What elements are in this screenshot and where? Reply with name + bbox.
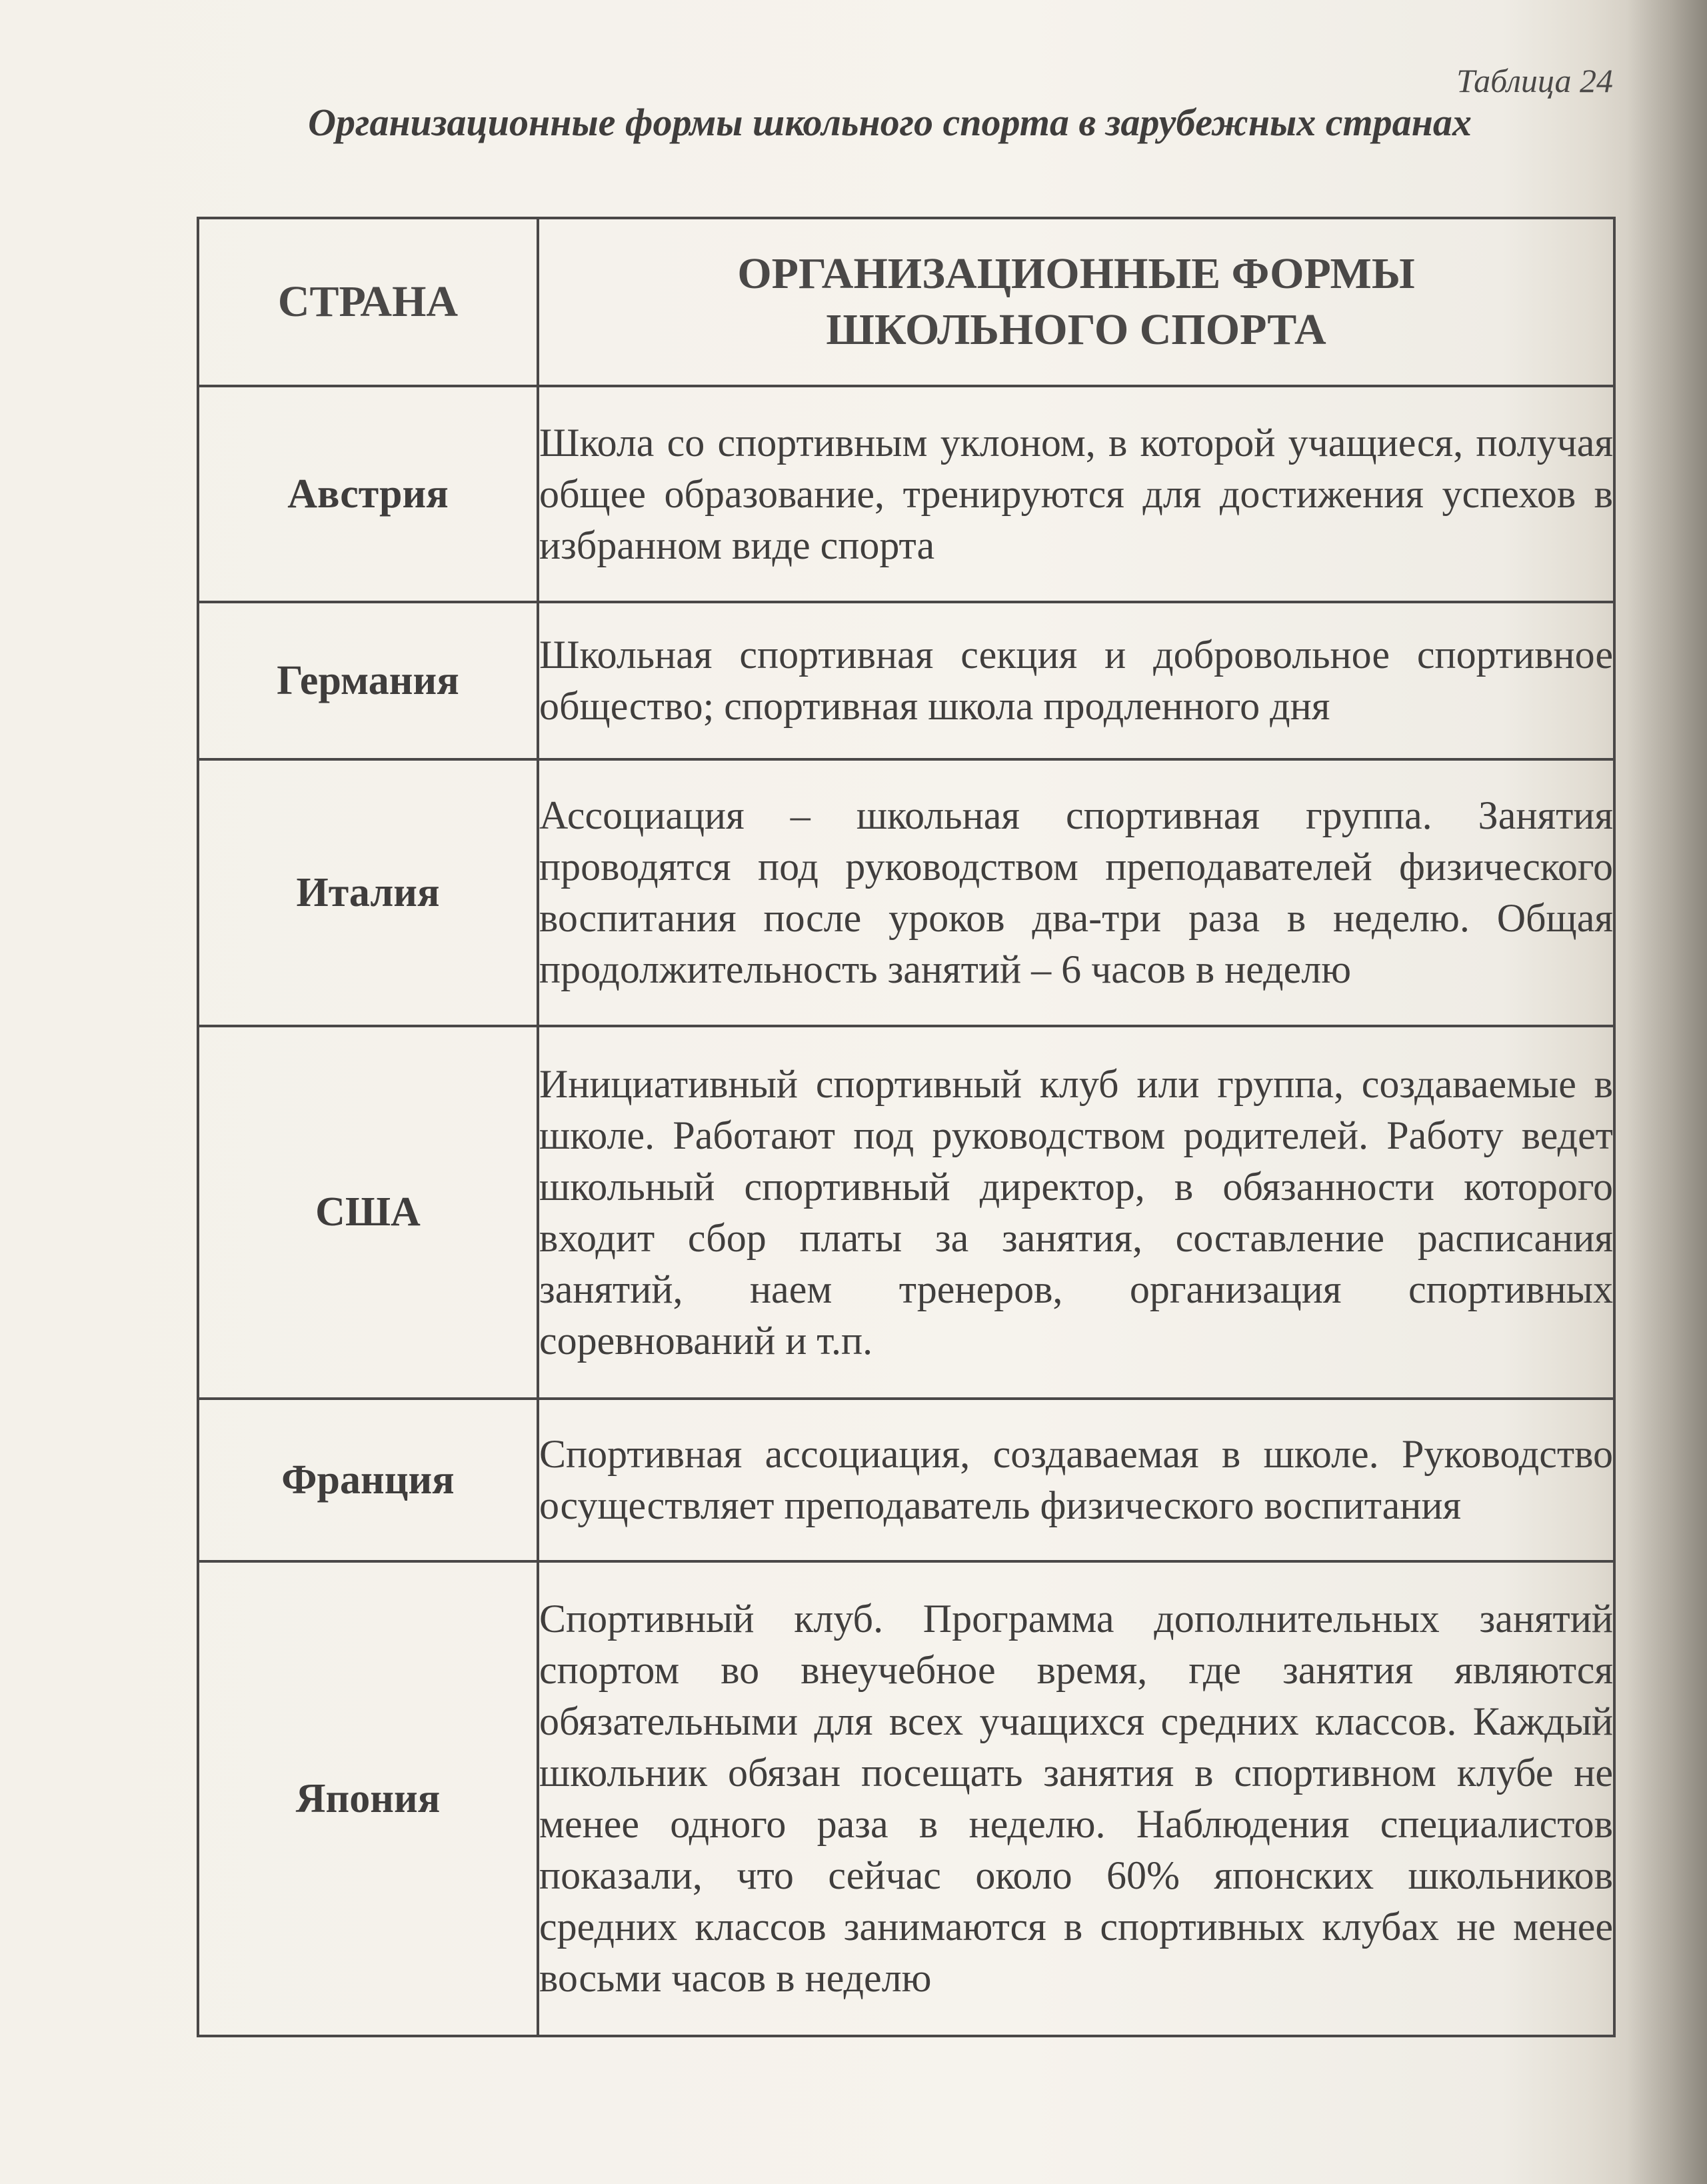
- table-row: [198, 1026, 1614, 1399]
- description-cell: Спортивная ассоциация, создаваемая в школе. Руководство осуществляет преподаватель физического воспитания: [538, 1399, 1614, 1561]
- header-country: СТРАНА: [198, 218, 538, 386]
- table-row: [198, 1561, 1614, 2036]
- description-cell: Ассоциация – школьная спортивная группа. Занятия проводятся под руководством преподавателей физического воспитания после уроков два-три раза в неделю. Общая продолжительность занятий – 6 часов в неделю: [538, 759, 1614, 1026]
- description-cell: Школа со спортивным уклоном, в которой учащиеся, получая общее образование, тренируются для достижения успехов в избранном виде спорта: [538, 386, 1614, 602]
- country-cell: Италия: [198, 759, 538, 1026]
- table-row: [198, 386, 1614, 602]
- table-header-row: [198, 218, 1614, 386]
- table-row: [198, 759, 1614, 1026]
- description-cell: Школьная спортивная секция и добровольное спортивное общество; спортивная школа продленного дня: [538, 602, 1614, 759]
- table-row: [198, 1399, 1614, 1561]
- country-cell: Германия: [198, 602, 538, 759]
- country-cell: США: [198, 1026, 538, 1399]
- description-cell: Инициативный спортивный клуб или группа, создаваемые в школе. Работают под руководством родителей. Работу ведет школьный спортивный директор, в обязанности которого входит сбор платы за занятия, составление расписания занятий, наем тренеров, организация спортивных соревнований и т.п.: [538, 1026, 1614, 1399]
- country-cell: Франция: [198, 1399, 538, 1561]
- country-cell: Япония: [198, 1561, 538, 2036]
- school-sport-forms-table: [197, 217, 1616, 2037]
- table-title: Организационные формы школьного спорта в зарубежных странах: [308, 101, 1472, 144]
- table-number: Таблица 24: [1456, 62, 1613, 99]
- table-row: [198, 602, 1614, 759]
- page-binding-shadow: [1627, 0, 1707, 2184]
- country-cell: Австрия: [198, 386, 538, 602]
- description-cell: Спортивный клуб. Программа дополнительных занятий спортом во внеучебное время, где занятия являются обязательными для всех учащихся средних классов. Каждый школьник обязан посещать занятия в спортивном клубе не менее одного раза в неделю. Наблюдения специалистов показали, что сейчас около 60% японских школьников средних классов занимаются в спортивных клубах не менее восьми часов в неделю: [538, 1561, 1614, 2036]
- header-forms: ОРГАНИЗАЦИОННЫЕ ФОРМЫ ШКОЛЬНОГО СПОРТА: [538, 218, 1614, 386]
